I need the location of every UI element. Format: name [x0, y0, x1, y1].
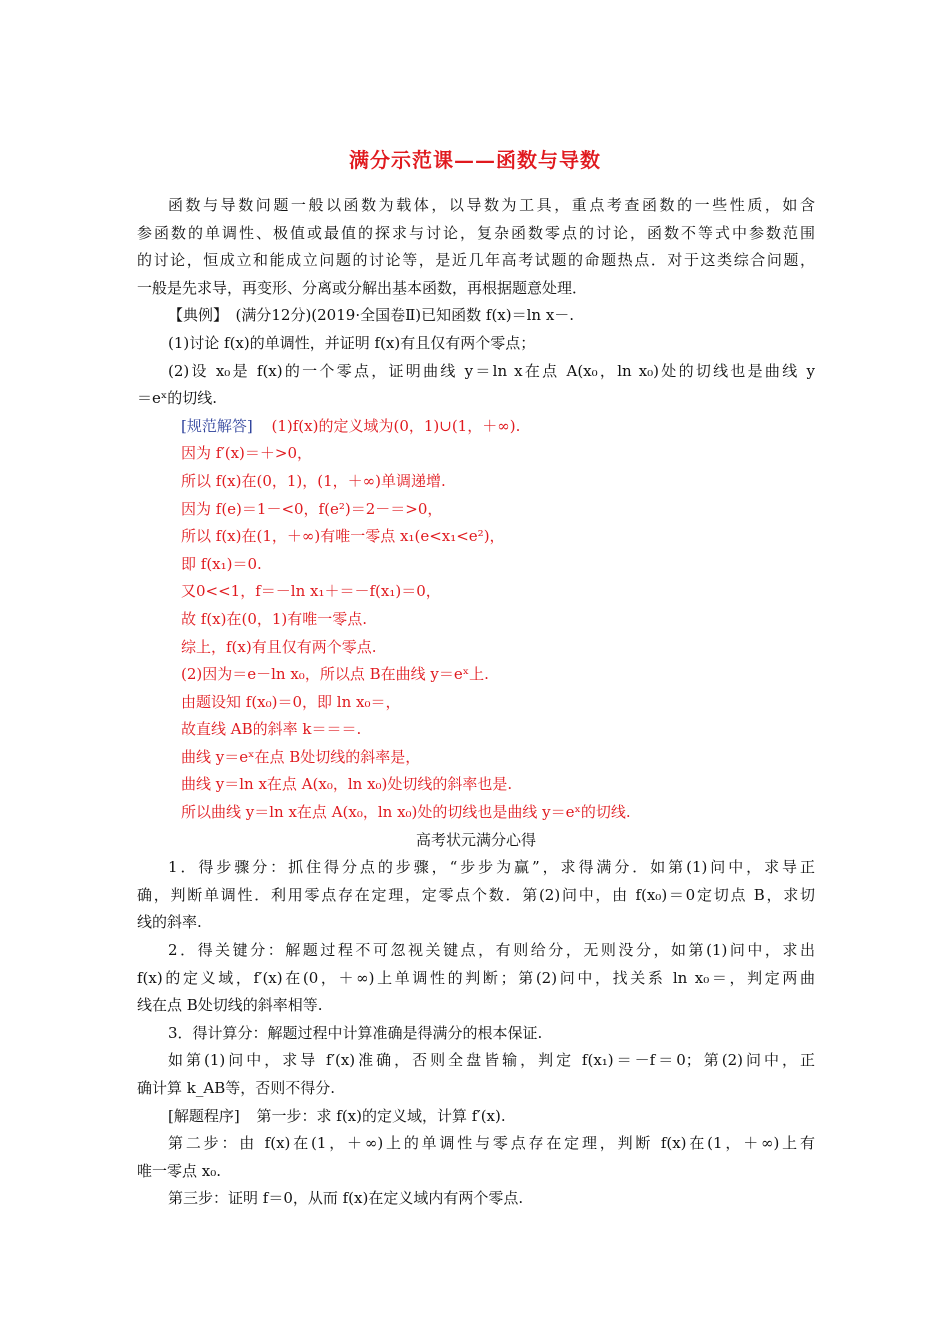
solution-label: [规范解答] — [181, 416, 253, 435]
point-line: f(x)的定义域，f′(x)在(0，＋∞)上单调性的判断；第(2)问中，找关系 ln x₀＝，判定两曲 — [137, 968, 815, 987]
solution-line: 所以 f(x)在(0，1)，(1，＋∞)单调递增. — [181, 471, 446, 490]
question-2-line: (2)设 x₀是 f(x)的一个零点，证明曲线 y＝ln x在点 A(x₀，ln x₀)处的切线也是曲线 y — [168, 361, 815, 380]
point-line: 线在点 B处切线的斜率相等. — [137, 996, 323, 1015]
solution-line: 综上，f(x)有且仅有两个零点. — [181, 637, 377, 656]
point-line: 确，判断单调性．利用零点存在定理，定零点个数．第(2)问中，由 f(x₀)＝0定切点 B，求切 — [137, 885, 815, 904]
intro-line: 一般是先求导，再变形、分离或分解出基本函数，再根据题意处理． — [137, 278, 588, 297]
point-line: 线的斜率. — [137, 913, 202, 932]
procedure-label: [解题程序] — [168, 1106, 240, 1125]
procedure-step-1 — [137, 1103, 815, 1131]
point-line: 确计算 k_AB等，否则不得分. — [137, 1079, 335, 1097]
intro-paragraph — [137, 192, 815, 302]
intro-line: 的讨论，恒成立和能成立问题的讨论等，是近几年高考试题的命题热点．对于这类综合问题， — [137, 251, 815, 270]
solution-line: (2)因为＝e－ln x₀，所以点 B在曲线 y＝eˣ上. — [181, 665, 489, 684]
experience-heading: 高考状元满分心得 — [415, 830, 536, 849]
procedure-step-3: 第三步：证明 f＝0，从而 f(x)在定义域内有两个零点. — [168, 1189, 524, 1208]
model-solution — [137, 413, 815, 827]
procedure-step-2: 第二步：由 f(x)在(1，＋∞)上的单调性与零点存在定理，判断 f(x)在(1，＋∞)上有 — [168, 1134, 815, 1153]
procedure-text: 第一步：求 f(x)的定义域，计算 f′(x). — [256, 1106, 506, 1125]
intro-line: 参函数的单调性、极值或最值的探求与讨论，复杂函数零点的讨论，函数不等式中参数范围 — [137, 223, 815, 242]
point-line: 1．得步骤分：抓住得分点的步骤，“步步为赢”，求得满分．如第(1)问中，求导正 — [168, 858, 815, 877]
intro-line: 函数与导数问题一般以函数为载体，以导数为工具，重点考查函数的一些性质，如含 — [168, 196, 815, 214]
point-line: 3．得计算分：解题过程中计算准确是得满分的根本保证. — [168, 1023, 543, 1042]
solution-line: 曲线 y＝eˣ在点 B处切线的斜率是， — [181, 747, 421, 766]
solution-line: 所以曲线 y＝ln x在点 A(x₀，ln x₀)处的切线也是曲线 y＝eˣ的切线. — [181, 803, 631, 822]
procedure-step-2: 唯一零点 x₀. — [137, 1161, 222, 1180]
solution-text: (1)f(x)的定义域为(0，1)∪(1，＋∞). — [271, 416, 521, 435]
solution-line: 所以 f(x)在(1，＋∞)有唯一零点 x₁(e<x₁<e²)， — [181, 527, 505, 546]
page-title: 满分示范课——函数与导数 — [349, 148, 601, 172]
solution-line: 因为 f(e)＝1－<0，f(e²)＝2－＝>0， — [181, 499, 443, 518]
solution-line: 故直线 AB的斜率 k＝＝＝. — [181, 720, 362, 739]
point-line: 2．得关键分：解题过程不可忽视关键点，有则给分，无则没分，如第(1)问中，求出 — [168, 941, 815, 960]
point-line: 如第(1)问中，求导 f′(x)准确，否则全盘皆输，判定 f(x₁)＝－f＝0；第(2)问中，正 — [168, 1051, 815, 1070]
solution-line: 即 f(x₁)＝0. — [181, 554, 262, 573]
solution-line: 又0<<1，f＝－ln x₁＋＝－f(x₁)＝0， — [181, 582, 441, 601]
solution-line: 故 f(x)在(0，1)有唯一零点. — [181, 609, 368, 628]
question-2-line: ＝eˣ的切线. — [137, 389, 218, 408]
solution-line: 因为 f′(x)＝＋>0， — [181, 444, 313, 463]
question-1: (1)讨论 f(x)的单调性，并证明 f(x)有且仅有两个零点； — [168, 333, 536, 352]
solution-line: 曲线 y＝ln x在点 A(x₀，ln x₀)处切线的斜率也是. — [181, 775, 513, 794]
document-body — [137, 192, 815, 1213]
experience-points — [137, 854, 815, 1102]
solution-line: 由题设知 f(x₀)＝0，即 ln x₀＝， — [181, 692, 401, 711]
example-header: 【典例】 (满分12分)(2019·全国卷Ⅱ)已知函数 f(x)＝ln x－. — [168, 306, 575, 325]
solving-procedure — [137, 1103, 815, 1213]
example-problem — [137, 302, 815, 412]
solution-first-line — [137, 413, 815, 441]
